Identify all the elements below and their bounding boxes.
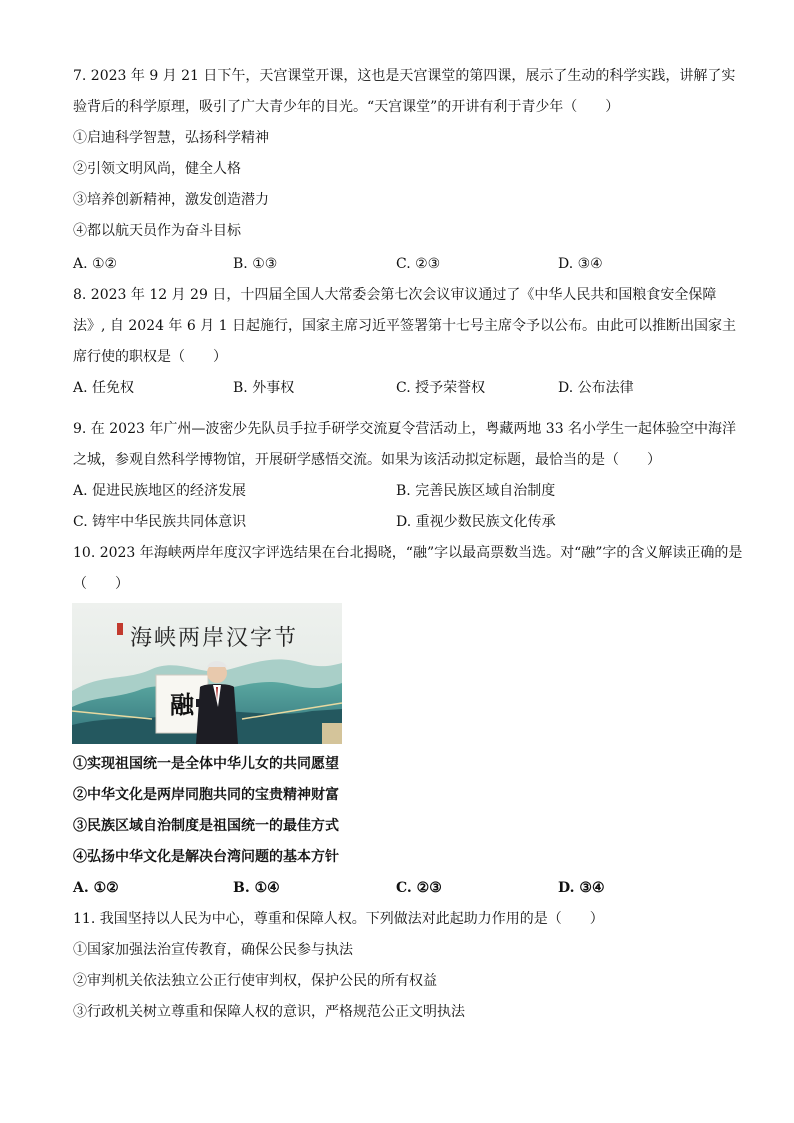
q7-statement-3: ③培养创新精神，激发创造潜力 <box>73 192 269 208</box>
q7-stem-line1: 7. 2023 年 9 月 21 日下午，天宫课堂开课，这也是天宫课堂的第四课，展示了生动的科学实践，讲解了实 <box>73 68 736 84</box>
q8-stem-line3: 席行使的职权是（ ） <box>73 349 227 365</box>
q9-option-d[interactable]: D. 重视少数民族文化传承 <box>396 514 556 530</box>
q8-option-b[interactable]: B. 外事权 <box>233 380 295 396</box>
q11-statement-3: ③行政机关树立尊重和保障人权的意识，严格规范公正文明执法 <box>73 1004 465 1020</box>
q10-statement-1: ①实现祖国统一是全体中华儿女的共同愿望 <box>73 756 339 772</box>
q7-statement-2: ②引领文明风尚，健全人格 <box>73 161 241 177</box>
q10-banner-text: 海峡两岸汉字节 <box>129 626 299 651</box>
q11-statement-2: ②审判机关依法独立公正行使审判权，保护公民的所有权益 <box>73 973 437 989</box>
q7-option-a[interactable]: A. ①② <box>73 256 118 272</box>
q9-option-a[interactable]: A. 促进民族地区的经济发展 <box>73 483 247 499</box>
q10-option-d[interactable]: D. ③④ <box>558 880 605 896</box>
q11-statement-1: ①国家加强法治宣传教育，确保公民参与执法 <box>73 942 353 958</box>
q9-option-c[interactable]: C. 铸牢中华民族共同体意识 <box>73 514 247 530</box>
q9-stem-line2: 之城，参观自然科学博物馆，开展研学感悟交流。如果为该活动拟定标题，最恰当的是（ ） <box>73 452 661 468</box>
q10-option-c[interactable]: C. ②③ <box>396 880 442 896</box>
q10-stem-line2: （ ） <box>73 576 129 592</box>
q7-statement-4: ④都以航天员作为奋斗目标 <box>73 223 241 239</box>
q8-option-c[interactable]: C. 授予荣誉权 <box>396 380 486 396</box>
q8-option-a[interactable]: A. 任免权 <box>73 380 135 396</box>
q10-stem-line1: 10. 2023 年海峡两岸年度汉字评选结果在台北揭晓，“融”字以最高票数当选。对“融”字的含义解读正确的是 <box>73 545 743 561</box>
q7-option-d[interactable]: D. ③④ <box>558 256 603 272</box>
q9-option-b[interactable]: B. 完善民族区域自治制度 <box>396 483 556 499</box>
q8-option-d[interactable]: D. 公布法律 <box>558 380 634 396</box>
q10-option-a[interactable]: A. ①② <box>73 880 119 896</box>
q7-stem-line2: 验背后的科学原理，吸引了广大青少年的目光。“天宫课堂”的开讲有利于青少年（ ） <box>73 99 620 115</box>
q11-stem-line1: 11. 我国坚持以人民为中心，尊重和保障人权。下列做法对此起助力作用的是（ ） <box>73 911 604 927</box>
q10-photo <box>72 603 342 744</box>
q7-option-c[interactable]: C. ②③ <box>396 256 441 272</box>
q8-stem-line2: 法》, 自 2024 年 6 月 1 日起施行，国家主席习近平签署第十七号主席令予以公布。由此可以推断出国家主 <box>73 318 737 334</box>
q7-option-b[interactable]: B. ①③ <box>233 256 278 272</box>
q10-card-char: 融 <box>170 690 194 719</box>
q10-statement-3: ③民族区域自治制度是祖国统一的最佳方式 <box>73 818 339 834</box>
q10-option-b[interactable]: B. ①④ <box>233 880 280 896</box>
q8-stem-line1: 8. 2023 年 12 月 29 日，十四届全国人大常委会第七次会议审议通过了《中华人民共和国粮食安全保障 <box>73 287 717 303</box>
q7-statement-1: ①启迪科学智慧，弘扬科学精神 <box>73 130 269 146</box>
q10-statement-2: ②中华文化是两岸同胞共同的宝贵精神财富 <box>73 787 339 803</box>
q9-stem-line1: 9. 在 2023 年广州—波密少先队员手拉手研学交流夏令营活动上，粤藏两地 33 名小学生一起体验空中海洋 <box>73 421 737 437</box>
q10-statement-4: ④弘扬中华文化是解决台湾问题的基本方针 <box>73 849 339 865</box>
